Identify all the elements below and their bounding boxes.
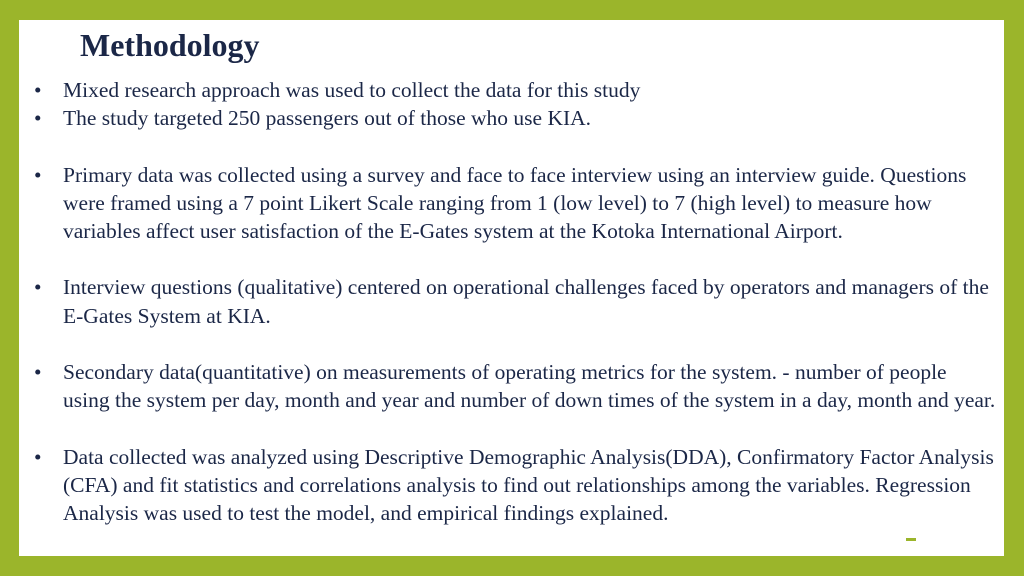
slide-accent-mark <box>906 538 916 541</box>
bullet-item <box>34 358 996 414</box>
bullet-marker: • <box>34 162 42 187</box>
bullet-item <box>34 273 996 329</box>
spacer <box>34 330 996 358</box>
slide-title: Methodology <box>80 27 260 63</box>
bullet-marker: • <box>34 78 42 102</box>
bullet-item <box>34 104 996 132</box>
bullet-marker: • <box>34 275 42 300</box>
bullet-list <box>34 76 996 527</box>
bullet-item <box>34 443 996 528</box>
bullet-text: Interview questions (qualitative) centered on operational challenges faced by operators and managers of the E-Gates System at KIA. <box>63 275 989 328</box>
bullet-text: The study targeted 250 passengers out of those who use KIA. <box>63 106 592 131</box>
bullet-item <box>34 161 996 246</box>
bullet-marker: • <box>34 444 42 469</box>
bullet-text: Mixed research approach was used to collect the data for this study <box>63 78 641 102</box>
spacer <box>34 132 996 160</box>
spacer <box>34 414 996 442</box>
bullet-text: Data collected was analyzed using Descriptive Demographic Analysis(DDA), Confirmatory Factor Analysis (CFA) and fit statistics and correlations analysis to find out relationships among the variables. Regression Analysis was used to test the model, and empirical findings explained. <box>63 444 994 525</box>
bullet-marker: • <box>34 359 42 384</box>
bullet-text: Secondary data(quantitative) on measurements of operating metrics for the system. - number of people using the system per day, month and year and number of down times of the system in a day, month and year. <box>63 359 996 413</box>
spacer <box>34 245 996 273</box>
bullet-marker: • <box>34 106 42 131</box>
bullet-item <box>34 76 996 104</box>
bullet-text: Primary data was collected using a survey and face to face interview using an interview guide. Questions were framed using a 7 point Likert Scale ranging from 1 (low level) to 7 (high level) to measure how variables affect user satisfaction of the E-Gates system at the Kotoka International Airport. <box>63 162 967 243</box>
